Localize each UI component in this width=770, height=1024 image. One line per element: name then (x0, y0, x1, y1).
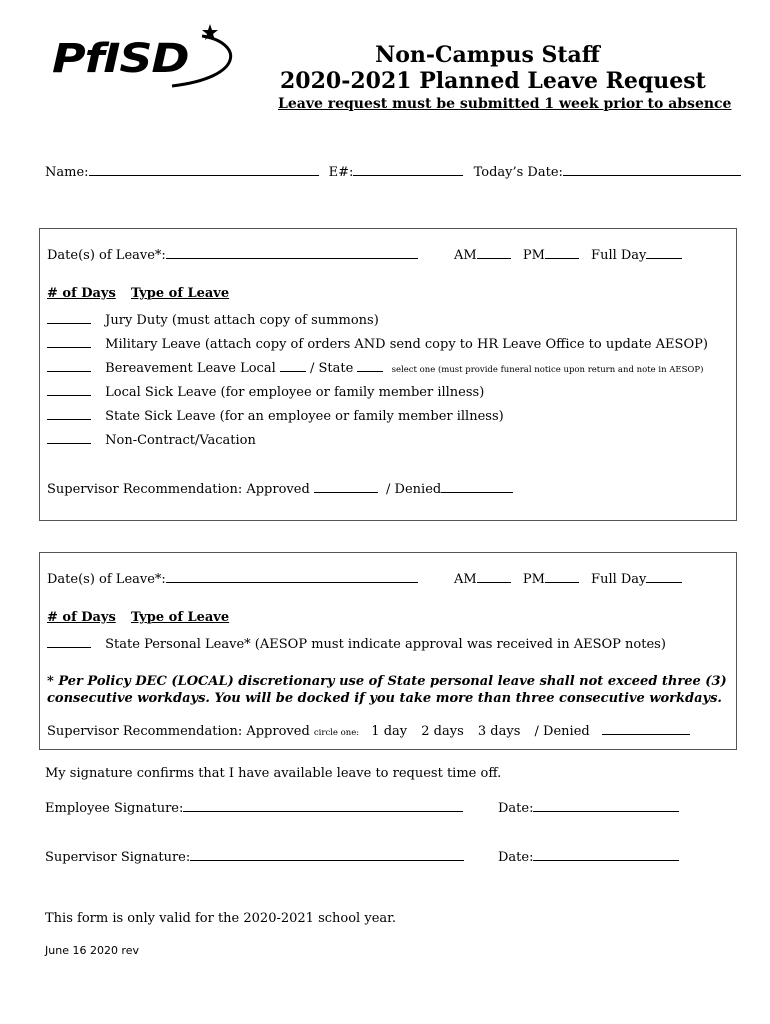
pm-field[interactable] (545, 569, 579, 583)
leave-section-1 (39, 228, 737, 521)
form-title-line2: 2020-2021 Planned Leave Request (280, 68, 706, 94)
leave-row-bereavement (47, 358, 703, 376)
policy-note-line1: * Per Policy DEC (LOCAL) discretionary use of State personal leave shall not exceed three (3) (47, 674, 727, 689)
signature-confirmation: My signature confirms that I have available leave to request time off. (45, 766, 502, 781)
time-options-1 (454, 245, 682, 263)
revision-date: June 16 2020 rev (45, 944, 139, 957)
employee-signature-field[interactable] (183, 798, 463, 812)
days-field[interactable] (47, 382, 91, 396)
employee-date-row (498, 798, 679, 816)
full-day-field[interactable] (646, 245, 682, 259)
approved-field[interactable] (314, 479, 378, 493)
top-fields-row (45, 162, 741, 180)
date-label: Date: (498, 801, 534, 816)
state-label: / State (310, 361, 358, 376)
dates-of-leave-field[interactable] (166, 245, 418, 259)
days-field[interactable] (47, 310, 91, 324)
pm-label: PM (522, 572, 545, 587)
leave-type-label: Bereavement Leave Local (105, 361, 280, 376)
district-logo (52, 22, 242, 92)
leave-row-vacation (47, 430, 256, 448)
validity-note: This form is only valid for the 2020-2021 school year. (45, 911, 397, 926)
denied-label: / Denied (386, 482, 442, 497)
logo-text: PfISD (52, 36, 189, 82)
employee-signature-label: Employee Signature: (45, 801, 184, 816)
dates-row-1 (47, 245, 418, 263)
supervisor-label: Supervisor Recommendation: Approved (47, 724, 314, 739)
denied-field[interactable] (602, 721, 690, 735)
leave-type-label: Military Leave (attach copy of orders AND send copy to HR Leave Office to update AESOP) (105, 337, 708, 352)
circle-one-label: circle one: (313, 728, 360, 738)
pm-label: PM (522, 248, 545, 263)
leave-type-label: State Personal Leave* (AESOP must indicate approval was received in AESOP notes) (105, 637, 666, 652)
dates-of-leave-label: Date(s) of Leave*: (47, 572, 166, 587)
employee-number-label: E#: (328, 165, 354, 180)
leave-type-label: Jury Duty (must attach copy of summons) (105, 313, 379, 328)
name-label: Name: (45, 165, 89, 180)
days-field[interactable] (47, 634, 91, 648)
local-field[interactable] (280, 358, 306, 372)
supervisor-date-row (498, 847, 679, 865)
pm-field[interactable] (545, 245, 579, 259)
full-day-label: Full Day (591, 572, 647, 587)
dates-of-leave-field[interactable] (166, 569, 418, 583)
days-field[interactable] (47, 406, 91, 420)
type-column-header: Type of Leave (131, 286, 230, 301)
leave-row-jury-duty (47, 310, 379, 328)
dates-row-2 (47, 569, 418, 587)
days-column-header: # of Days (47, 286, 116, 301)
supervisor-label: Supervisor Recommendation: Approved (47, 482, 314, 497)
days-field[interactable] (47, 334, 91, 348)
supervisor-recommendation-1 (47, 479, 513, 497)
leave-type-label: Non-Contract/Vacation (105, 433, 256, 448)
days-field[interactable] (47, 358, 91, 372)
dates-of-leave-label: Date(s) of Leave*: (47, 248, 166, 263)
leave-row-military (47, 334, 708, 352)
employee-number-field[interactable] (353, 162, 463, 176)
leave-row-local-sick (47, 382, 484, 400)
policy-note-line2: consecutive workdays. You will be docked if you take more than three consecutive workdays. (47, 691, 722, 706)
employee-date-field[interactable] (533, 798, 679, 812)
time-options-2 (454, 569, 682, 587)
bereavement-note: select one (must provide funeral notice upon return and note in AESOP) (391, 365, 704, 375)
supervisor-signature-row (45, 847, 464, 865)
denied-field[interactable] (441, 479, 513, 493)
state-field[interactable] (357, 358, 383, 372)
leave-type-label: Local Sick Leave (for employee or family member illness) (105, 385, 485, 400)
todays-date-label: Today’s Date: (473, 165, 563, 180)
leave-row-state-personal (47, 634, 666, 652)
supervisor-recommendation-2 (47, 721, 690, 739)
todays-date-field[interactable] (563, 162, 741, 176)
supervisor-signature-label: Supervisor Signature: (45, 850, 191, 865)
type-column-header: Type of Leave (131, 610, 230, 625)
name-field[interactable] (89, 162, 319, 176)
employee-signature-row (45, 798, 463, 816)
leave-row-state-sick (47, 406, 504, 424)
leave-section-2 (39, 552, 737, 750)
form-title-line1: Non-Campus Staff (375, 42, 600, 68)
am-label: AM (454, 248, 477, 263)
date-label: Date: (498, 850, 534, 865)
option-1-day[interactable]: 1 day (371, 724, 408, 739)
option-3-days[interactable]: 3 days (477, 724, 521, 739)
full-day-field[interactable] (646, 569, 682, 583)
am-field[interactable] (477, 569, 511, 583)
leave-type-label: State Sick Leave (for an employee or family member illness) (105, 409, 504, 424)
am-label: AM (454, 572, 477, 587)
days-field[interactable] (47, 430, 91, 444)
submission-notice: Leave request must be submitted 1 week prior to absence (278, 96, 732, 112)
denied-option[interactable]: / Denied (534, 724, 590, 739)
full-day-label: Full Day (591, 248, 647, 263)
am-field[interactable] (477, 245, 511, 259)
option-2-days[interactable]: 2 days (421, 724, 464, 739)
supervisor-signature-field[interactable] (190, 847, 464, 861)
days-column-header: # of Days (47, 610, 116, 625)
supervisor-date-field[interactable] (533, 847, 679, 861)
